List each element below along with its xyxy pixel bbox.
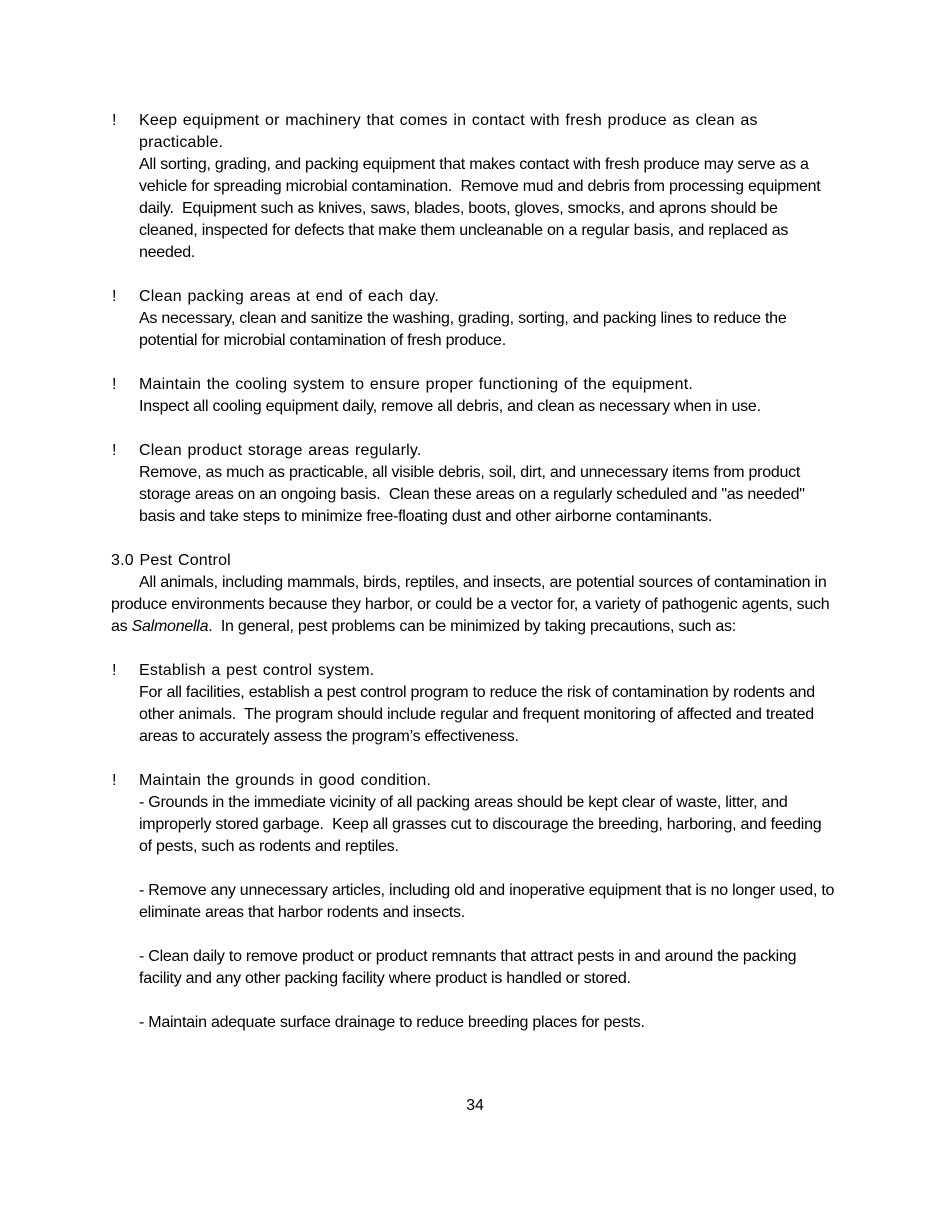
bullet-body-paragraph: Remove, as much as practicable, all visible debris, soil, dirt, and unnecessary items from product storage areas on an ongoing basis. Clean these areas on a regularly scheduled and "as needed" basis and take steps to minimize free-floating dust and other airborne contaminants.	[139, 464, 809, 525]
intro-text-pre: All animals, including mammals, birds, reptiles, and insects, are potential sources of contamination in produce environments because they harbor, or could be a vector for, a variety of pathogenic agents, such as	[111, 574, 834, 635]
bullet-body-paragraph: - Maintain adequate surface drainage to reduce breeding places for pests.	[139, 1014, 645, 1031]
bullet-item-cooling-system	[111, 374, 837, 418]
bullet-heading: Maintain the cooling system to ensure proper functioning of the equipment.	[139, 376, 694, 393]
bullet-body-paragraph: - Clean daily to remove product or product remnants that attract pests in and around the packing facility and any other packing facility where product is handled or stored.	[139, 948, 801, 987]
bullet-body-paragraph: All sorting, grading, and packing equipment that makes contact with fresh produce may serve as a vehicle for spreading microbial contamination. Remove mud and debris from processing equipment daily. Equipment such as knives, saws, blades, boots, gloves, smocks, and aprons should be cleaned, inspected for defects that make them uncleanable on a regular basis, and replaced as needed.	[139, 156, 825, 261]
bullet-item-clean-packing-areas	[111, 286, 837, 352]
bullet-heading: Clean packing areas at end of each day.	[139, 288, 440, 305]
bullet-heading: Keep equipment or machinery that comes in contact with fresh produce as clean as practicable.	[139, 112, 764, 151]
bullet-item-maintain-grounds	[111, 770, 837, 1034]
italic-term: Salmonella	[131, 618, 209, 635]
bullet-body-paragraph: Inspect all cooling equipment daily, remove all debris, and clean as necessary when in use.	[139, 398, 761, 415]
bullet-heading: Maintain the grounds in good condition.	[139, 772, 432, 789]
bullet-marker: !	[112, 662, 117, 679]
page-number: 34	[466, 1097, 484, 1114]
bullet-marker: !	[112, 772, 117, 789]
page-footer	[0, 1095, 950, 1117]
bullet-marker: !	[112, 376, 117, 393]
bullet-item-pest-control-system	[111, 660, 837, 748]
bullet-body-paragraph: For all facilities, establish a pest control program to reduce the risk of contamination by rodents and other animals. The program should include regular and frequent monitoring of affected and treated areas to accurately assess the program’s effectiveness.	[139, 684, 820, 745]
bullet-marker: !	[112, 112, 117, 129]
intro-text-post: . In general, pest problems can be minimized by taking precautions, such as:	[208, 618, 736, 635]
bullet-body-paragraph: As necessary, clean and sanitize the washing, grading, sorting, and packing lines to reduce the potential for microbial contamination of fresh produce.	[139, 310, 791, 349]
page-content	[111, 110, 837, 1056]
bullet-marker: !	[112, 288, 117, 305]
bullet-heading: Establish a pest control system.	[139, 662, 375, 679]
section-heading: 3.0 Pest Control	[111, 552, 231, 569]
bullet-body-paragraph: - Grounds in the immediate vicinity of all packing areas should be kept clear of waste, litter, and improperly stored garbage. Keep all grasses cut to discourage the breeding, harboring, and feeding of pests, such as rodents and reptiles.	[139, 794, 826, 855]
section-pest-control	[111, 550, 837, 638]
bullet-marker: !	[112, 442, 117, 459]
bullet-item-product-storage	[111, 440, 837, 528]
bullet-item-equipment-clean	[111, 110, 837, 264]
bullet-body-paragraph: - Remove any unnecessary articles, including old and inoperative equipment that is no longer used, to eliminate areas that harbor rodents and insects.	[139, 882, 839, 921]
section-intro-paragraph	[111, 572, 837, 638]
bullet-heading: Clean product storage areas regularly.	[139, 442, 422, 459]
